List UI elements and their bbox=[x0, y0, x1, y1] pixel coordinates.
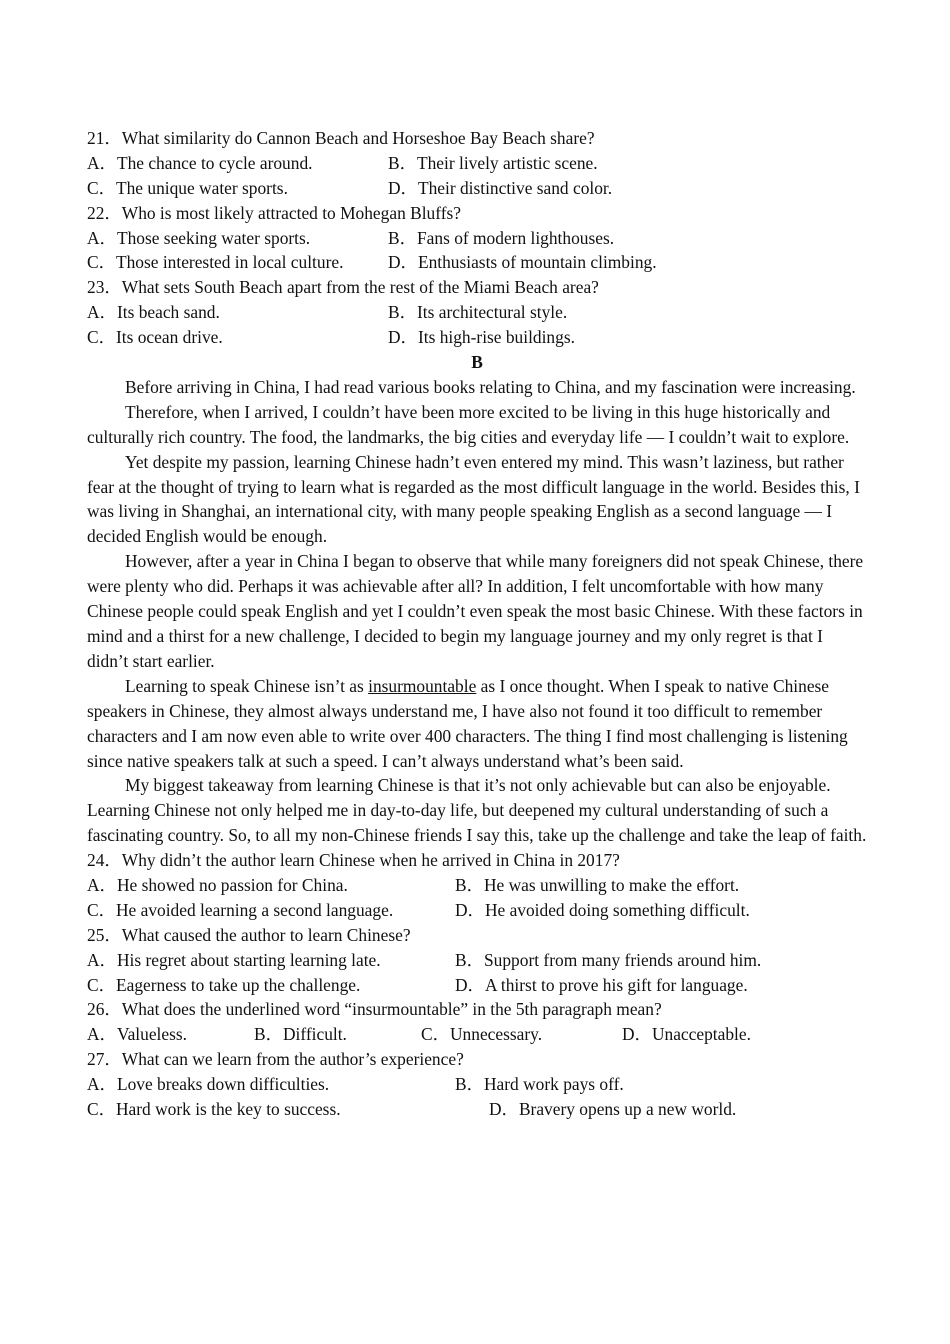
option-22-c: C．Those interested in local culture. bbox=[87, 252, 344, 273]
exam-page bbox=[87, 126, 867, 1122]
option-26-c: C．Unnecessary. bbox=[421, 1024, 543, 1045]
option-23-c: C．Its ocean drive. bbox=[87, 327, 223, 348]
option-27-d: D．Bravery opens up a new world. bbox=[489, 1099, 737, 1120]
question-23-stem: 23．What sets South Beach apart from the rest of the Miami Beach area? bbox=[87, 277, 599, 298]
option-22-a: A．Those seeking water sports. bbox=[87, 227, 311, 248]
paragraph-5-before: Learning to speak Chinese isn’t as bbox=[125, 675, 369, 696]
option-22-d: D．Enthusiasts of mountain climbing. bbox=[388, 252, 657, 273]
paragraph-4: However, after a year in China I began to observe that while many foreigners did not speak Chinese, there were plenty who did. Perhaps it was achievable after all? In addition, I felt uncomfortable with how many Chinese people could speak English and yet I couldn’t even speak the most basic Chinese. With these factors in mind and a thirst for a new challenge, I decided to begin my language journey and my only regret is that I didn’t start earlier. bbox=[87, 551, 864, 671]
option-27-c: C．Hard work is the key to success. bbox=[87, 1099, 341, 1120]
option-21-c: C．The unique water sports. bbox=[87, 177, 288, 198]
question-26-stem: 26．What does the underlined word “insurmountable” in the 5th paragraph mean? bbox=[87, 999, 662, 1020]
question-23-options-row-1 bbox=[87, 300, 867, 325]
paragraph-6: My biggest takeaway from learning Chinese is that it’s not only achievable but can also be enjoyable. Learning Chinese not only helped me in day-to-day life, but deepened my cultural understanding of such a fascinating country. So, to all my non-Chinese friends I say this, take up the challenge and take the leap of faith. bbox=[87, 775, 867, 846]
option-21-d: D．Their distinctive sand color. bbox=[388, 177, 613, 198]
question-27-stem: 27．What can we learn from the author’s experience? bbox=[87, 1049, 464, 1070]
question-22-stem: 22．Who is most likely attracted to Mohegan Bluffs? bbox=[87, 202, 461, 223]
option-23-d: D．Its high-rise buildings. bbox=[388, 327, 575, 348]
question-25-options-row-1 bbox=[87, 948, 867, 973]
option-24-c: C．He avoided learning a second language. bbox=[87, 899, 394, 920]
option-23-a: A．Its beach sand. bbox=[87, 302, 220, 323]
question-25-options-row-2 bbox=[87, 973, 867, 998]
option-21-b: B．Their lively artistic scene. bbox=[388, 152, 598, 173]
question-22-options-row-1 bbox=[87, 226, 867, 251]
option-24-a: A．He showed no passion for China. bbox=[87, 875, 348, 896]
option-23-b: B．Its architectural style. bbox=[388, 302, 568, 323]
question-21-stem: 21．What similarity do Cannon Beach and Horseshoe Bay Beach share? bbox=[87, 128, 595, 148]
question-25-stem: 25．What caused the author to learn Chinese? bbox=[87, 924, 411, 945]
option-25-b: B．Support from many friends around him. bbox=[455, 949, 762, 970]
question-27-options-row-2 bbox=[87, 1097, 867, 1122]
option-21-a: A．The chance to cycle around. bbox=[87, 152, 313, 173]
question-27-options-row-1 bbox=[87, 1072, 867, 1097]
option-22-b: B．Fans of modern lighthouses. bbox=[388, 227, 615, 248]
option-25-d: D．A thirst to prove his gift for language. bbox=[455, 974, 748, 995]
option-26-d: D．Unacceptable. bbox=[622, 1024, 751, 1045]
option-26-b: B．Difficult. bbox=[254, 1024, 347, 1045]
question-24-options-row-2 bbox=[87, 898, 867, 923]
option-25-a: A．His regret about starting learning late. bbox=[87, 949, 381, 970]
option-25-c: C．Eagerness to take up the challenge. bbox=[87, 974, 361, 995]
question-21-options-row-2 bbox=[87, 176, 867, 201]
underlined-word: insurmountable bbox=[368, 675, 477, 696]
question-23-options-row-2 bbox=[87, 325, 867, 350]
option-24-b: B．He was unwilling to make the effort. bbox=[455, 875, 740, 896]
option-24-d: D．He avoided doing something difficult. bbox=[455, 899, 750, 920]
option-27-b: B．Hard work pays off. bbox=[455, 1074, 624, 1095]
paragraph-1: Before arriving in China, I had read various books relating to China, and my fascination were increasing. bbox=[125, 376, 856, 397]
question-21-options-row-1 bbox=[87, 151, 867, 176]
question-26-options bbox=[87, 1022, 867, 1047]
question-24-options-row-1 bbox=[87, 873, 867, 898]
paragraph-5-after: as I once thought. When I speak to native Chinese speakers in Chinese, they almost always understand me, I have also not found it too difficult to remember characters and I am now even able to write over 400 characters. The thing I find most challenging is listening since native speakers talk at such a speed. I can’t always understand what’s been said. bbox=[87, 675, 848, 771]
section-b-heading: B bbox=[471, 352, 483, 373]
question-24-stem: 24．Why didn’t the author learn Chinese when he arrived in China in 2017? bbox=[87, 850, 620, 871]
option-26-a: A．Valueless. bbox=[87, 1024, 187, 1045]
paragraph-5 bbox=[87, 674, 867, 774]
paragraph-2: Therefore, when I arrived, I couldn’t have been more excited to be living in this huge historically and culturally rich country. The food, the landmarks, the big cities and everyday life — I couldn’t wait to explore. bbox=[87, 401, 850, 447]
question-22-options-row-2 bbox=[87, 250, 867, 275]
option-27-a: A．Love breaks down difficulties. bbox=[87, 1074, 330, 1095]
paragraph-3: Yet despite my passion, learning Chinese hadn’t even entered my mind. This wasn’t laziness, but rather fear at the thought of trying to learn what is regarded as the most difficult language in the world. Besides this, I was living in Shanghai, an international city, with many people speaking English as a second language — I decided English would be enough. bbox=[87, 451, 860, 547]
